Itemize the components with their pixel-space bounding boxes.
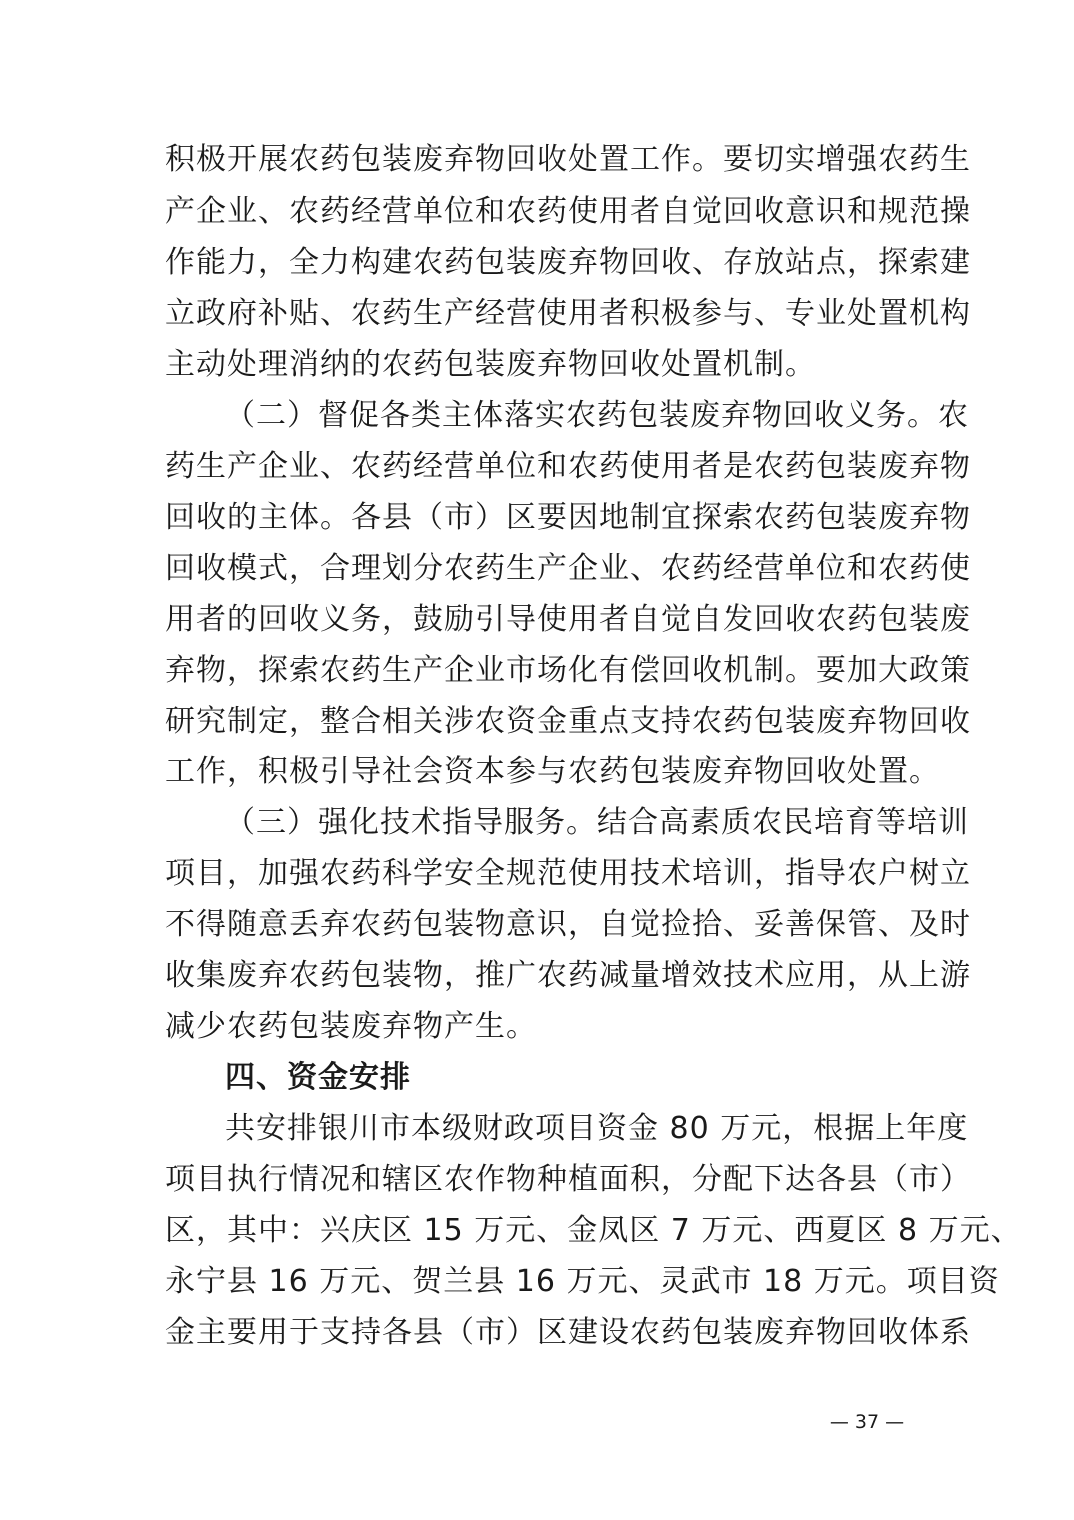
body-text-line: 共安排银川市本级财政项目资金 80 万元，根据上年度: [225, 1111, 969, 1146]
body-text-line: 永宁县 16 万元、贺兰县 16 万元、灵武市 18 万元。项目资: [165, 1264, 1000, 1299]
section-heading: 四、资金安排: [225, 1060, 411, 1095]
body-text-line: 产企业、农药经营单位和农药使用者自觉回收意识和规范操: [165, 194, 971, 229]
body-text-line: 积极开展农药包装废弃物回收处置工作。要切实增强农药生: [165, 142, 971, 177]
body-text-line: 用者的回收义务，鼓励引导使用者自觉自发回收农药包装废: [165, 602, 971, 637]
body-text-line: 收集废弃农药包装物，推广农药减量增效技术应用，从上游: [165, 958, 971, 993]
body-text-line: 研究制定，整合相关涉农资金重点支持农药包装废弃物回收: [165, 704, 971, 739]
body-text-line: 作能力，全力构建农药包装废弃物回收、存放站点，探索建: [165, 245, 971, 280]
body-text-line: 减少农药包装废弃物产生。: [165, 1009, 537, 1044]
body-text-line: 弃物，探索农药生产企业市场化有偿回收机制。要加大政策: [165, 653, 971, 688]
subsection-heading-line: （二）督促各类主体落实农药包装废弃物回收义务。农: [225, 398, 969, 433]
body-text-line: 项目执行情况和辖区农作物种植面积，分配下达各县（市）: [165, 1162, 971, 1197]
body-text-line: 药生产企业、农药经营单位和农药使用者是农药包装废弃物: [165, 449, 971, 484]
body-text-line: 工作，积极引导社会资本参与农药包装废弃物回收处置。: [165, 754, 940, 789]
body-text-line: 立政府补贴、农药生产经营使用者积极参与、专业处置机构: [165, 296, 971, 331]
subsection-heading-line: （三）强化技术指导服务。结合高素质农民培育等培训: [225, 805, 969, 840]
body-text-line: 区，其中：兴庆区 15 万元、金凤区 7 万元、西夏区 8 万元、: [165, 1213, 1022, 1248]
body-text-line: 金主要用于支持各县（市）区建设农药包装废弃物回收体系: [165, 1315, 971, 1350]
body-text-line: 项目，加强农药科学安全规范使用技术培训，指导农户树立: [165, 856, 971, 891]
body-text-line: 不得随意丢弃农药包装物意识，自觉捡拾、妥善保管、及时: [165, 907, 971, 942]
body-text-line: 主动处理消纳的农药包装废弃物回收处置机制。: [165, 347, 816, 382]
body-text-line: 回收模式，合理划分农药生产企业、农药经营单位和农药使: [165, 551, 971, 586]
body-text-line: 回收的主体。各县（市）区要因地制宜探索农药包装废弃物: [165, 500, 971, 535]
page-number: — 37 —: [829, 1411, 905, 1433]
